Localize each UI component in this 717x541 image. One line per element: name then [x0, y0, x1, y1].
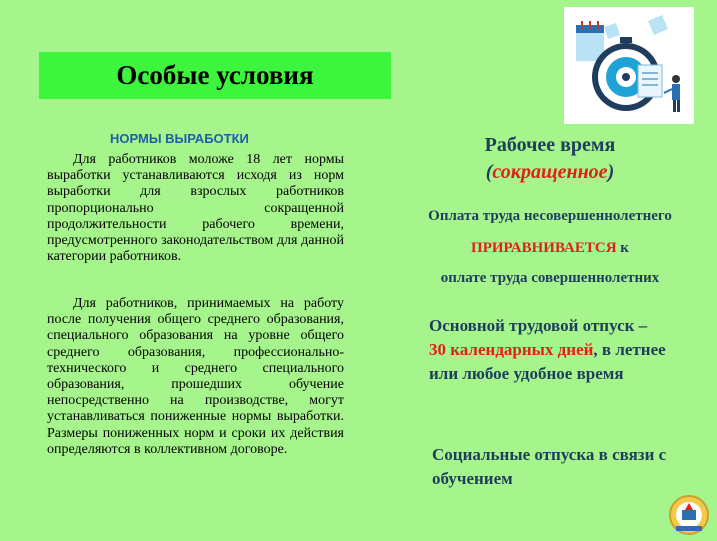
- vacation-text: Основной трудовой отпуск – 30 календарных дней, в летнее или любое удобное время: [429, 316, 666, 383]
- norms-paragraph-2: Для работников, принимаемых на работу после получения общего среднего образования, специального образования на уровне общего среднего образования, профессионально-технического и среднего специального образования, прошедших обучение непосредственно на производстве, могут устанавливаться пониженные нормы выработки. Размеры пониженных норм и сроки их действия определяются в коллективном договоре.: [47, 296, 344, 457]
- pay-emphasis: ПРИРАВНИВАЕТСЯ: [471, 240, 617, 256]
- pay-line-1: Оплата труда несовершеннолетнего: [428, 208, 672, 224]
- pay-line-3: оплате труда совершеннолетних: [440, 270, 660, 286]
- norms-heading: НОРМЫ ВЫРАБОТКИ: [110, 131, 249, 146]
- pay-line-2: ПРИРАВНИВАЕТСЯ к: [471, 240, 629, 256]
- work-time-title: Рабочее время: [484, 134, 616, 156]
- work-time-subtitle: (сокращенное): [485, 161, 615, 183]
- page-title: Особые условия: [116, 60, 314, 90]
- stopwatch-calendar-icon: [564, 7, 694, 124]
- norms-paragraph-1: Для работников моложе 18 лет нормы выработки устанавливаются исходя из норм выработки для взрослых работников пропорционально сокращенной продолжительности рабочего времени, предусмотренного законодательством для данной категории работников.: [47, 152, 344, 265]
- vacation-days: 30 календарных дней: [429, 340, 594, 359]
- social-vacation-text: Социальные отпуска в связи с обучением: [432, 445, 667, 488]
- work-time-reduced: сокращенное: [492, 161, 608, 183]
- title-box: [39, 52, 391, 99]
- union-emblem-icon: [668, 494, 710, 536]
